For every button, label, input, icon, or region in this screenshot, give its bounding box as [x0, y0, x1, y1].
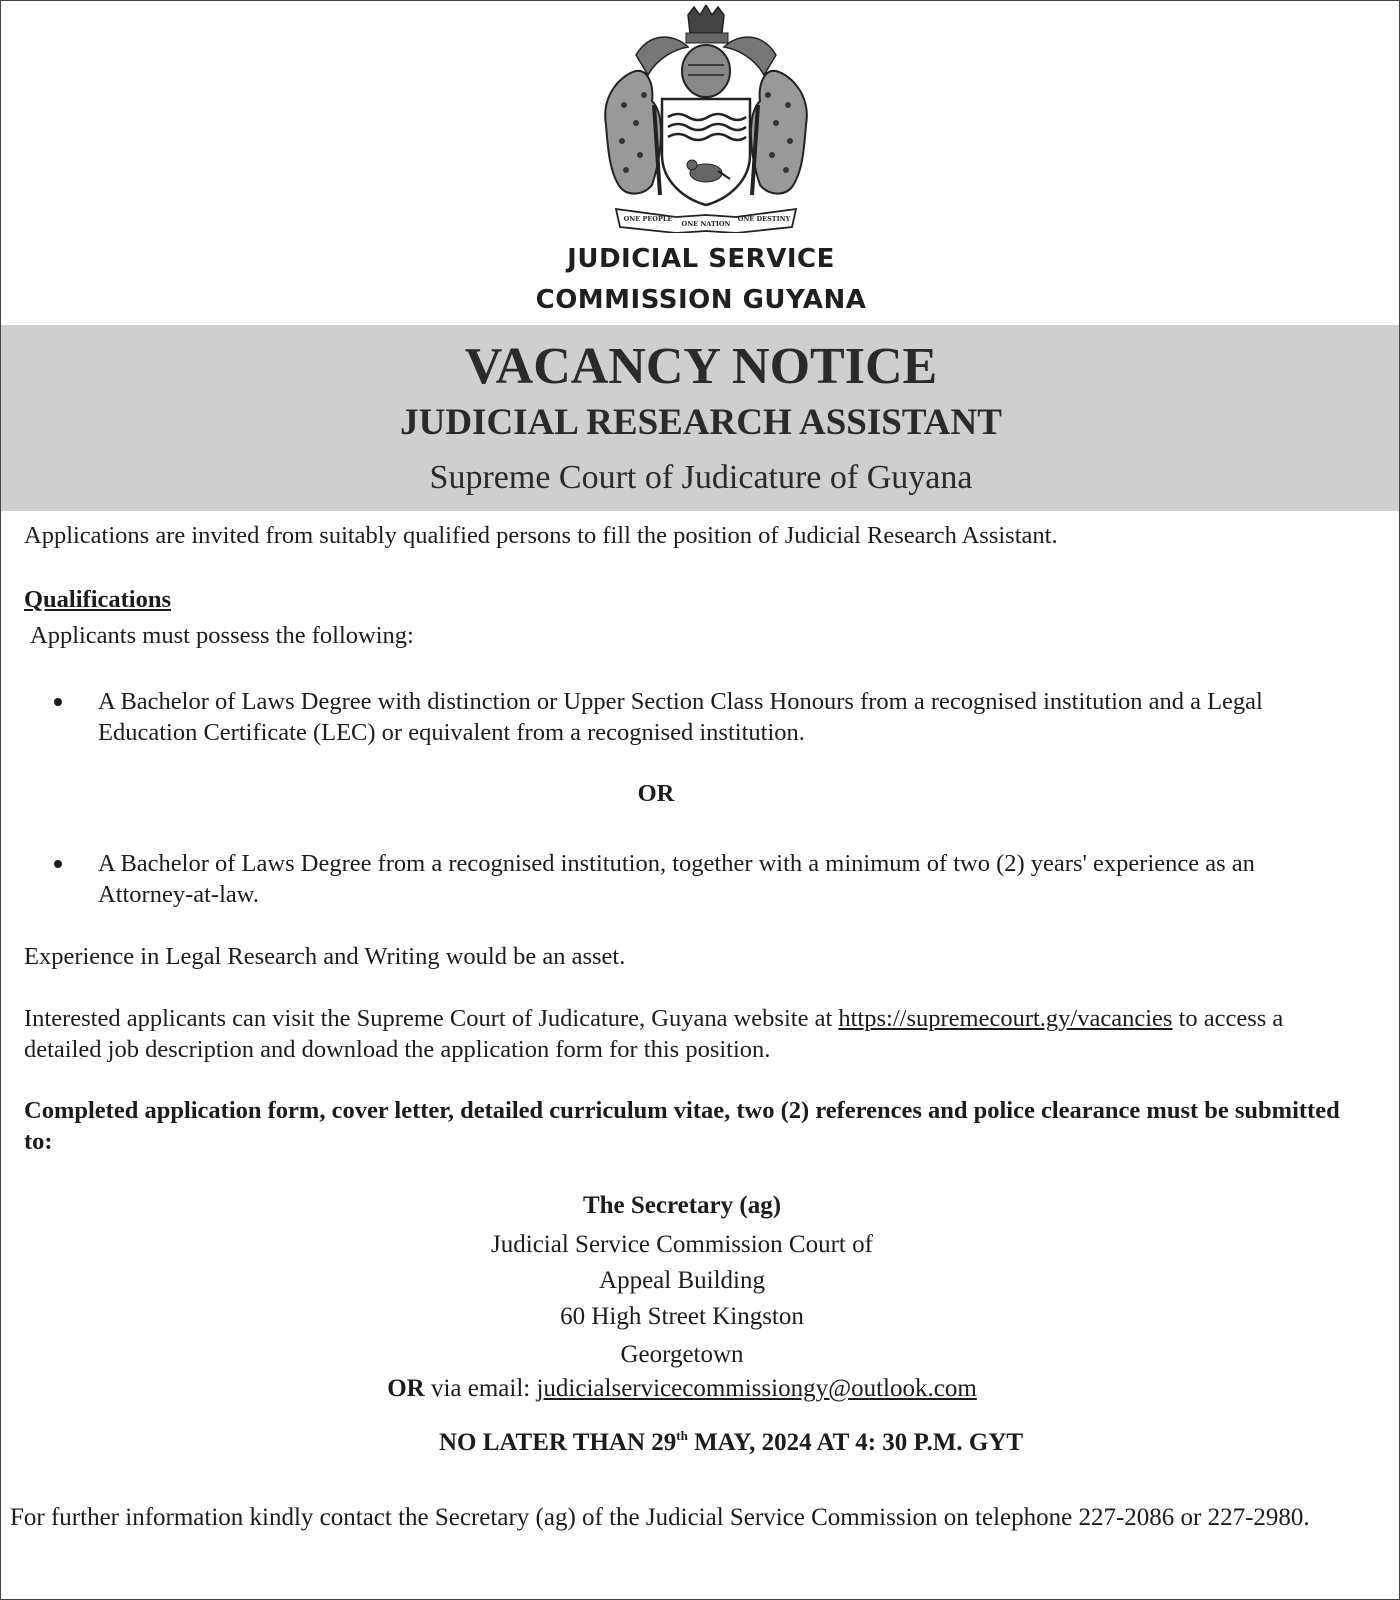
submission-requirements: Completed application form, cover letter, detailed curriculum vitae, two (2) references and police clearance must be submitted to: [24, 1097, 1340, 1155]
bullet-icon [54, 860, 62, 868]
motto-center: ONE NATION [681, 220, 731, 228]
contact-footer: For further information kindly contact the Secretary (ag) of the Judicial Service Commission on telephone 227-2086 or 227-2980. [10, 1504, 1310, 1531]
application-deadline [1, 1428, 1400, 1457]
qualifications-heading: Qualifications [24, 586, 172, 613]
organization-line-1: JUDICIAL SERVICE [567, 244, 835, 274]
deadline-ordinal: th [676, 1428, 688, 1443]
deadline-before: NO LATER THAN 29 [438, 1429, 677, 1456]
address-line-2: Appeal Building [599, 1267, 765, 1294]
address-line-3: 60 High Street Kingston [560, 1303, 804, 1330]
website-paragraph [24, 1003, 1354, 1065]
notice-title: VACANCY NOTICE [464, 338, 938, 395]
qualification-option-2: A Bachelor of Laws Degree from a recognised institution, together with a minimum of two (2) years' experience as an Attorney-at-law. [98, 850, 1255, 908]
recipient-title: The Secretary (ag) [582, 1192, 782, 1219]
website-text-before: Interested applicants can visit the Supreme Court of Judicature, Guyana website at [24, 1005, 839, 1032]
website-text-after: to access a detailed job description and download the application form for this position. [24, 1005, 1284, 1063]
position-title: JUDICIAL RESEARCH ASSISTANT [400, 402, 1002, 443]
title-banner [1, 325, 1400, 511]
organization-line-2: COMMISSION GUYANA [535, 285, 867, 315]
motto-right: ONE DESTINY [737, 215, 791, 223]
experience-note: Experience in Legal Research and Writing would be an asset. [24, 943, 626, 970]
email-prefix: via email: [424, 1375, 537, 1402]
court-name: Supreme Court of Judicature of Guyana [429, 459, 973, 496]
qualification-option-1: A Bachelor of Laws Degree with distinction or Upper Section Class Honours from a recognised institution and a Legal Education Certificate (LEC) or equivalent from a recognised institution. [98, 688, 1263, 746]
or-separator: OR [637, 780, 675, 807]
bullet-icon [54, 698, 62, 706]
deadline-after: MAY, 2024 AT 4: 30 P.M. GYT [687, 1429, 1024, 1456]
address-line-4: Georgetown [620, 1341, 744, 1368]
email-link[interactable]: judicialservicecommissiongy@outlook.com [536, 1375, 977, 1402]
organization-name [1, 239, 1400, 321]
email-line [1, 1375, 1363, 1403]
intro-paragraph: Applications are invited from suitably qualified persons to fill the position of Judicial Research Assistant. [24, 522, 1058, 549]
motto-left: ONE PEOPLE [623, 215, 673, 223]
email-or-label: OR [387, 1375, 425, 1402]
address-line-1: Judicial Service Commission Court of [491, 1231, 873, 1258]
qualifications-subheading: Applicants must possess the following: [30, 622, 414, 649]
vacancies-link[interactable]: https://supremecourt.gy/vacancies [838, 1005, 1173, 1032]
guyana-coat-of-arms [596, 5, 816, 233]
